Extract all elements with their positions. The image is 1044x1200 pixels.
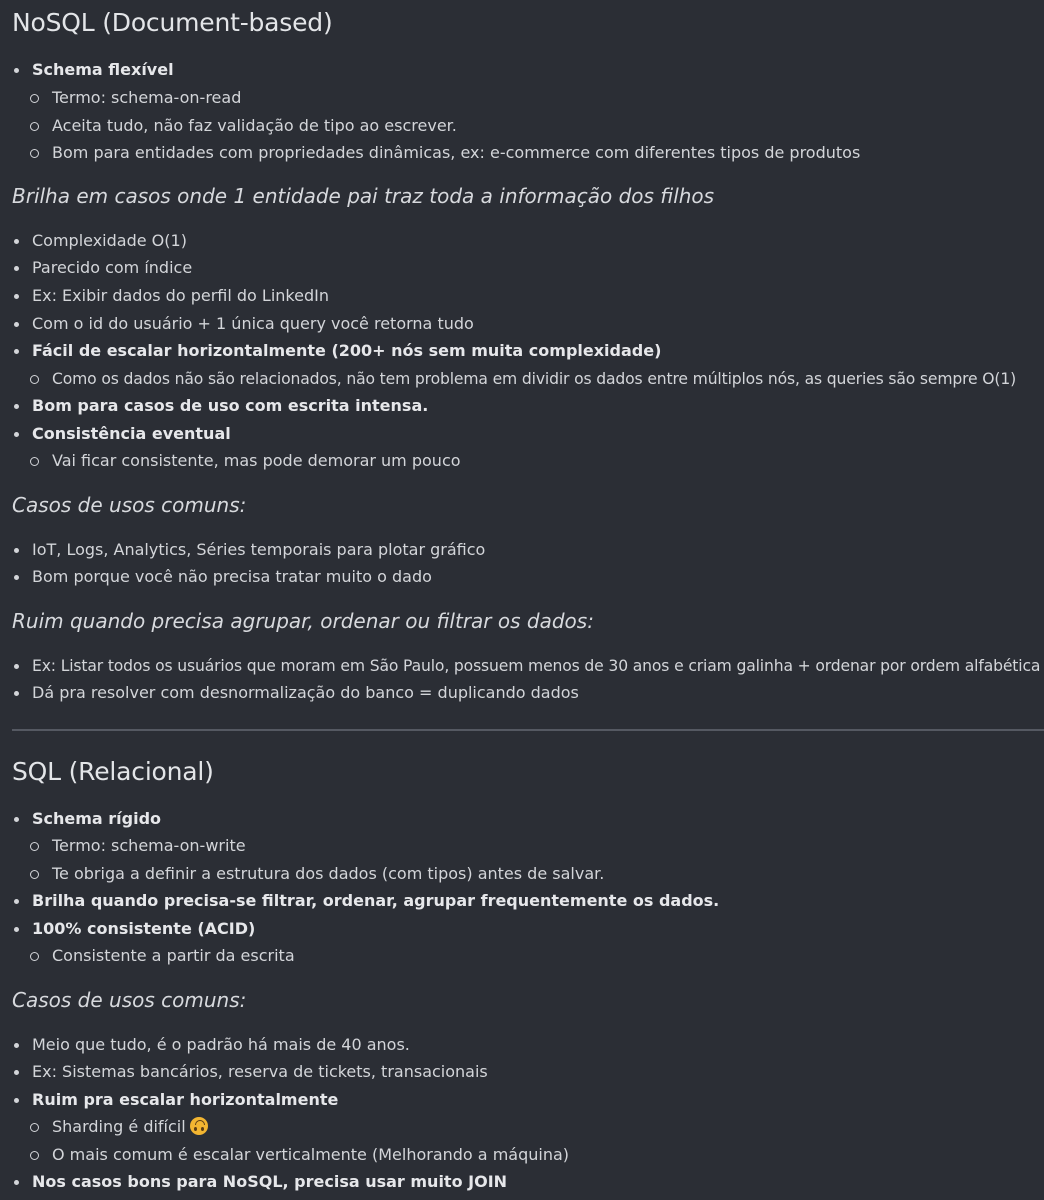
list-item: Te obriga a definir a estrutura dos dados (com tipos) antes de salvar. [52,864,604,884]
bullet-icon [14,1043,19,1048]
subheading-use-cases-sql: Casos de usos comuns: [12,988,247,1012]
bullet-icon [14,404,19,409]
subheading-use-cases: Casos de usos comuns: [12,493,247,517]
list-item: 100% consistente (ACID) [32,919,255,939]
section-title-nosql: NoSQL (Document-based) [12,8,333,37]
circle-bullet-icon [30,457,39,466]
bullet-icon [14,68,19,73]
list-item: Fácil de escalar horizontalmente (200+ nós sem muita complexidade) [32,341,661,361]
circle-bullet-icon [30,375,39,384]
list-item: Parecido com índice [32,258,192,278]
bullet-icon [14,927,19,932]
list-item: Termo: schema-on-read [52,88,241,108]
list-item: Nos casos bons para NoSQL, precisa usar muito JOIN [32,1172,507,1192]
bullet-icon [14,899,19,904]
bullet-icon [14,1070,19,1075]
section-title-sql: SQL (Relacional) [12,757,214,786]
list-item: Vai ficar consistente, mas pode demorar um pouco [52,451,461,471]
list-item: Complexidade O(1) [32,231,187,251]
bullet-icon [14,1098,19,1103]
list-item: Consistência eventual [32,424,231,444]
list-item: Bom para entidades com propriedades dinâmicas, ex: e-commerce com diferentes tipos de produtos [52,143,860,163]
list-item: Ex: Listar todos os usuários que moram em São Paulo, possuem menos de 30 anos e criam galinha + ordenar por ordem alfabética [32,656,1040,676]
circle-bullet-icon [30,952,39,961]
list-item: IoT, Logs, Analytics, Séries temporais para plotar gráfico [32,540,485,560]
circle-bullet-icon [30,1123,39,1132]
bullet-icon [14,817,19,822]
subheading-bad: Ruim quando precisa agrupar, ordenar ou filtrar os dados: [12,609,594,633]
list-item: Sharding é difícil [52,1117,208,1137]
list-item: Meio que tudo, é o padrão há mais de 40 anos. [32,1035,410,1055]
bullet-icon [14,349,19,354]
list-item: Ex: Sistemas bancários, reserva de tickets, transacionais [32,1062,488,1082]
list-item: Termo: schema-on-write [52,836,246,856]
list-item: Schema rígido [32,809,161,829]
bullet-icon [14,239,19,244]
bullet-icon [14,691,19,696]
list-item: Aceita tudo, não faz validação de tipo ao escrever. [52,116,457,136]
list-item: O mais comum é escalar verticalmente (Melhorando a máquina) [52,1145,569,1165]
list-item: Como os dados não são relacionados, não tem problema em dividir os dados entre múltiplos nós, as queries são sempre O(1) [52,369,1016,389]
list-item: Schema flexível [32,60,174,80]
bullet-icon [14,664,19,669]
bullet-icon [14,575,19,580]
list-item: Consistente a partir da escrita [52,946,295,966]
list-item: Bom porque você não precisa tratar muito o dado [32,567,432,587]
circle-bullet-icon [30,122,39,131]
bullet-icon [14,294,19,299]
list-item: Com o id do usuário + 1 única query você retorna tudo [32,314,474,334]
bullet-icon [14,432,19,437]
subheading-shines: Brilha em casos onde 1 entidade pai traz toda a informação dos filhos [12,184,715,208]
section-divider [12,729,1044,731]
list-item: Ex: Exibir dados do perfil do LinkedIn [32,286,329,306]
circle-bullet-icon [30,842,39,851]
circle-bullet-icon [30,1151,39,1160]
bullet-icon [14,266,19,271]
list-item: Ruim pra escalar horizontalmente [32,1090,338,1110]
bullet-icon [14,322,19,327]
upside-down-face-icon [190,1117,208,1135]
bullet-icon [14,1180,19,1185]
circle-bullet-icon [30,149,39,158]
bullet-icon [14,548,19,553]
list-item: Bom para casos de uso com escrita intensa. [32,396,428,416]
list-item: Dá pra resolver com desnormalização do banco = duplicando dados [32,683,579,703]
list-item: Brilha quando precisa-se filtrar, ordenar, agrupar frequentemente os dados. [32,891,719,911]
circle-bullet-icon [30,870,39,879]
circle-bullet-icon [30,94,39,103]
